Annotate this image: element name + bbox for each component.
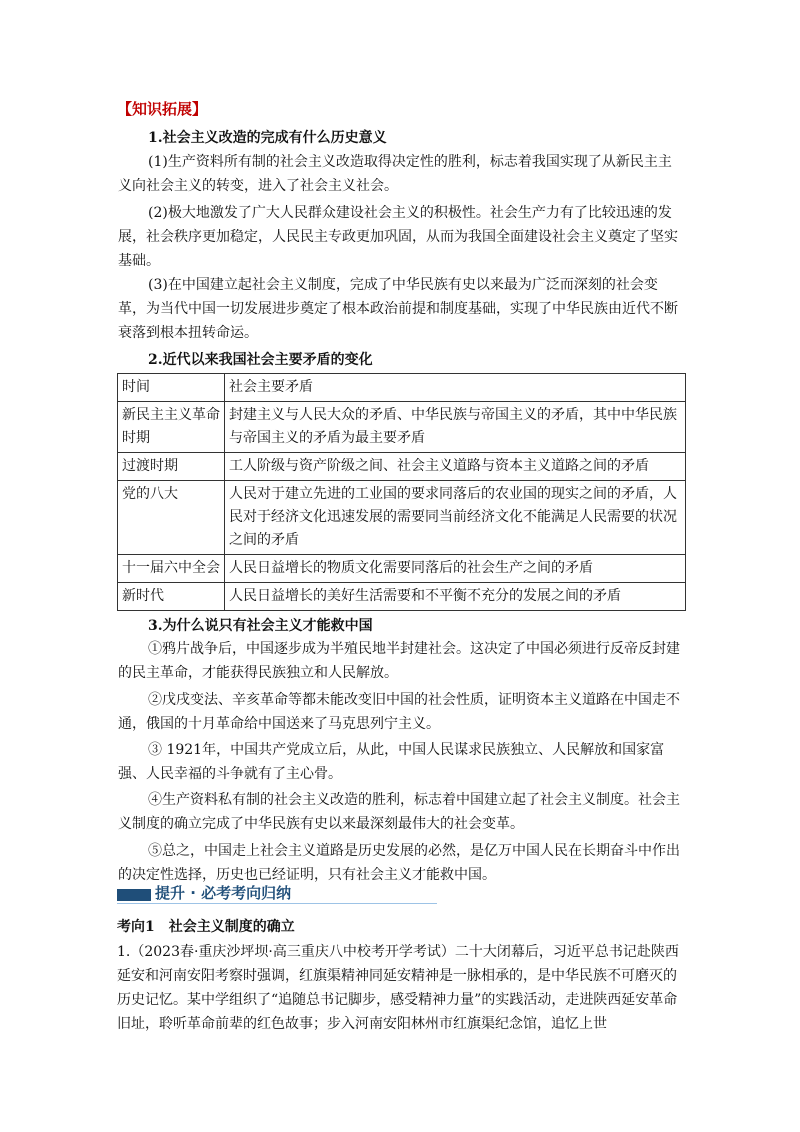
table-cell-contradiction: 人民对于建立先进的工业国的要求同落后的农业国的现实之间的矛盾，人民对于经济文化迅速发展的需要同当前经济文化不能满足人民需要的状况之间的矛盾	[225, 481, 686, 555]
contradiction-table	[117, 373, 686, 611]
section1-paragraph-3: (3)在中国建立起社会主义制度，完成了中华民族有史以来最为广泛而深刻的社会变革，为当代中国一切发展进步奠定了根本政治前提和制度基础，实现了中华民族由近代不断衰落到根本扭转命运。	[118, 277, 678, 341]
table-cell-period: 新民主主义革命时期	[118, 402, 225, 453]
section1-paragraph-2: (2)极大地激发了广大人民群众建设社会主义的积极性。社会生产力有了比较迅速的发展，社会秩序更加稳定，人民民主专政更加巩固，从而为我国全面建设社会主义奠定了坚实基础。	[118, 205, 678, 269]
question-1-text: 1.（2023春·重庆沙坪坝·高三重庆八中校考开学考试）二十大闭幕后，习近平总书记赴陕西延安和河南安阳考察时强调，红旗渠精神同延安精神是一脉相承的，是中华民族不可磨灭的历史记忆。某中学组织了“追随总书记脚步，感受精神力量”的实践活动，走进陕西延安革命旧址，聆听革命前辈的红色故事；步入河南安阳林州市红旗渠纪念馆，追忆上世	[117, 944, 679, 1032]
table-row	[118, 555, 686, 583]
section3-paragraph-2: ②戊戌变法、辛亥革命等都未能改变旧中国的社会性质，证明资本主义道路在中国走不通，俄国的十月革命给中国送来了马克思列宁主义。	[118, 692, 680, 732]
section1-title: 1.社会主义改造的完成有什么历史意义	[148, 130, 387, 146]
banner-underline	[117, 903, 437, 904]
table-cell-contradiction: 封建主义与人民大众的矛盾、中华民族与帝国主义的矛盾，其中中华民族与帝国主义的矛盾为最主要矛盾	[225, 402, 686, 453]
table-cell-period: 新时代	[118, 583, 225, 611]
section3-title: 3.为什么说只有社会主义才能救中国	[148, 618, 373, 634]
table-row	[118, 583, 686, 611]
table-cell-period: 过渡时期	[118, 453, 225, 481]
table-header-row	[118, 374, 686, 402]
section2-title: 2.近代以来我国社会主要矛盾的变化	[148, 352, 373, 368]
question-section-title: 考向1 社会主义制度的确立	[117, 919, 295, 935]
table-cell-period: 十一届六中全会	[118, 555, 225, 583]
section3-paragraph-1: ①鸦片战争后，中国逐步成为半殖民地半封建社会。这决定了中国必须进行反帝反封建的民主革命，才能获得民族独立和人民解放。	[118, 641, 680, 681]
table-row	[118, 453, 686, 481]
section-banner	[117, 880, 437, 906]
knowledge-extension-heading: 【知识拓展】	[117, 100, 208, 118]
banner-title: 提升 · 必考考向归纳	[155, 884, 292, 902]
table-cell-contradiction: 人民日益增长的美好生活需要和不平衡不充分的发展之间的矛盾	[225, 583, 686, 611]
table-cell-contradiction: 人民日益增长的物质文化需要同落后的社会生产之间的矛盾	[225, 555, 686, 583]
section1-paragraph-1: (1)生产资料所有制的社会主义改造取得决定性的胜利，标志着我国实现了从新民主主义向社会主义的转变，进入了社会主义社会。	[118, 154, 672, 194]
table-header-cell: 社会主要矛盾	[225, 374, 686, 402]
table-cell-period: 党的八大	[118, 481, 225, 555]
section3-paragraph-3: ③ 1921年，中国共产党成立后，从此，中国人民谋求民族独立、人民解放和国家富强、人民幸福的斗争就有了主心骨。	[118, 742, 665, 782]
table-cell-contradiction: 工人阶级与资产阶级之间、社会主义道路与资本主义道路之间的矛盾	[225, 453, 686, 481]
table-row	[118, 402, 686, 453]
section3-paragraph-4: ④生产资料私有制的社会主义改造的胜利，标志着中国建立起了社会主义制度。社会主义制度的确立完成了中华民族有史以来最深刻最伟大的社会变革。	[118, 792, 680, 832]
table-header-cell: 时间	[118, 374, 225, 402]
banner-bar-decoration	[117, 889, 151, 901]
section3-paragraph-5: ⑤总之，中国走上社会主义道路是历史发展的必然，是亿万中国人民在长期奋斗中作出的决定性选择，历史也已经证明，只有社会主义才能救中国。	[118, 843, 680, 883]
table-row	[118, 481, 686, 555]
